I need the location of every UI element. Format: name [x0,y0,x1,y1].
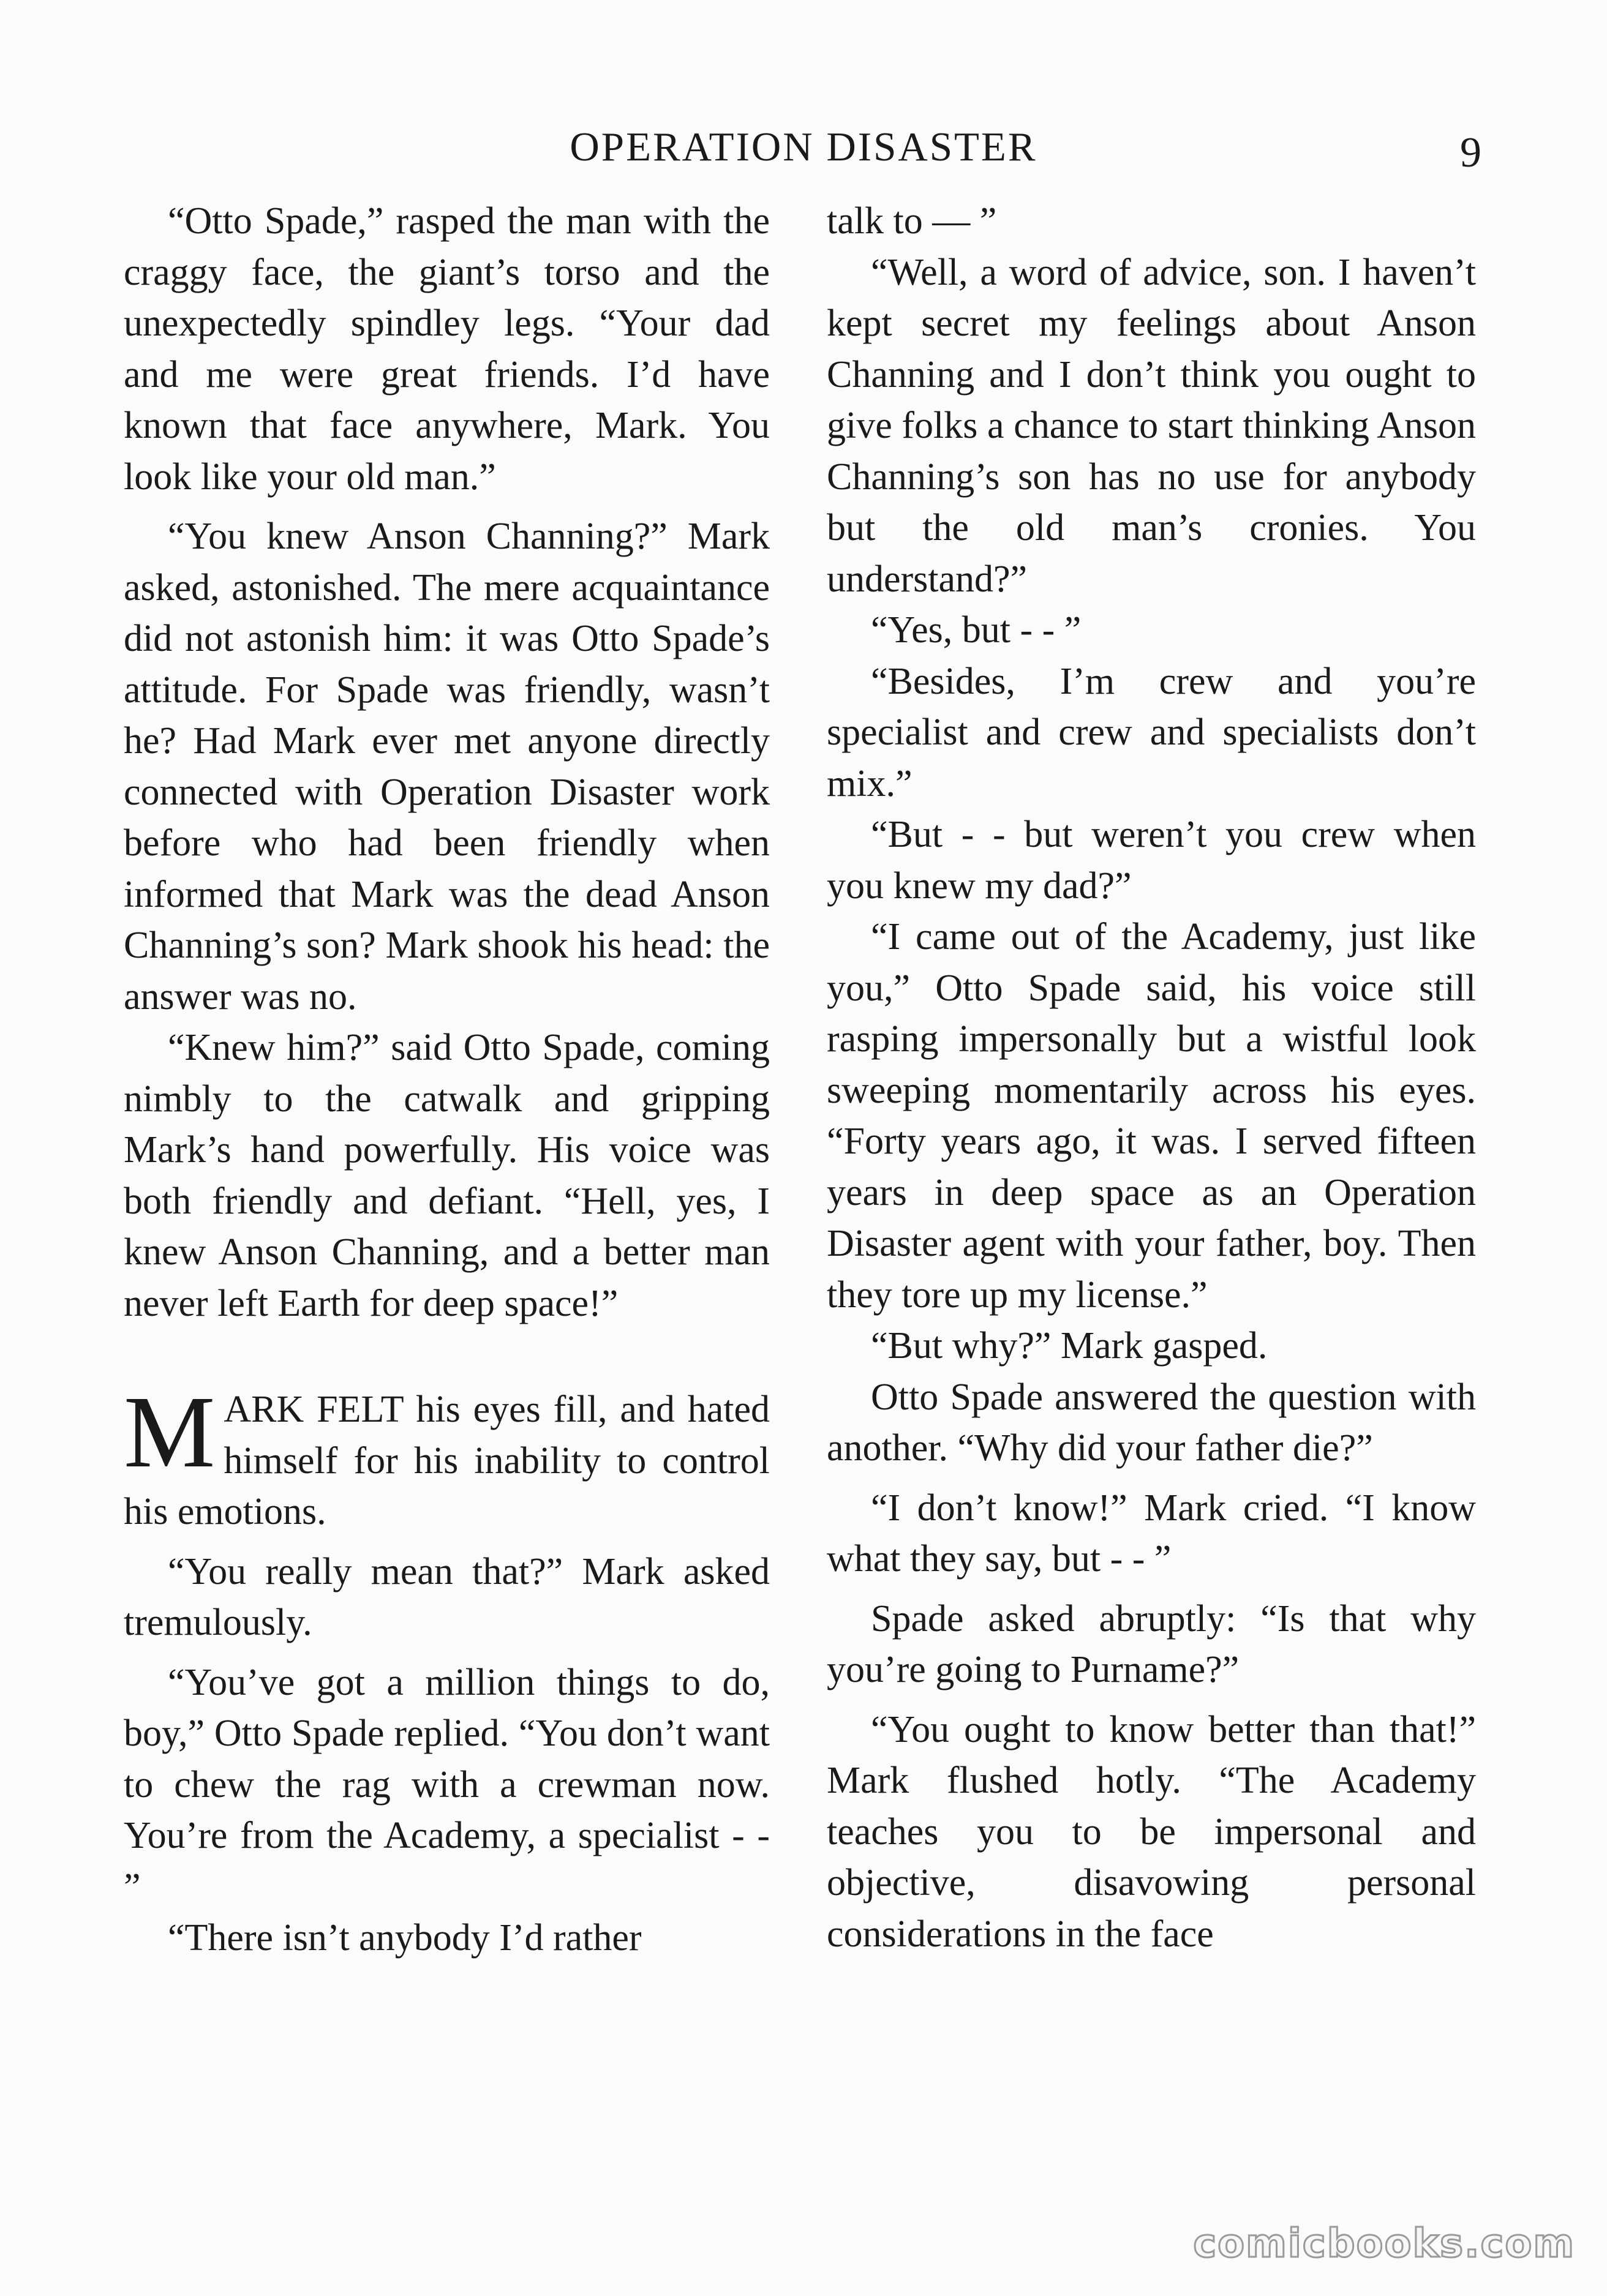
section-opening-paragraph [124,1375,770,1538]
left-column [124,196,770,1964]
paragraph: “Otto Spade,” rasped the man with the craggy face, the giant’s torso and the unexpectedly spindley legs. “Your dad and me were great friends. I’d have known that face anywhere, Mark. You look like your old man.” [124,200,770,498]
paragraph: “Knew him?” said Otto Spade, coming nimbly to the catwalk and gripping Mark’s hand powerfully. His voice was both friendly and defiant. “Hell, yes, I knew Anson Channing, and a better man never left Earth for deep space!” [124,1027,770,1324]
running-title: OPERATION DISASTER [570,124,1037,170]
paragraph: “Well, a word of advice, son. I haven’t kept secret my feelings about Anson Channing and I don’t think you ought to give folks a chance to start thinking Anson Channing’s son has no use for anybody but the old man’s cronies. You understand?” [827,251,1476,600]
paragraph: “You really mean that?” Mark asked tremulously. [124,1550,770,1643]
paragraph: “But - - but weren’t you crew when you knew my dad?” [827,814,1476,907]
paragraph: “You’ve got a million things to do, boy,” Otto Spade replied. “You don’t want to chew the rag with a crewman now. You’re from the Academy, a specialist - - ” [124,1661,770,1908]
paragraph: “I came out of the Academy, just like you,” Otto Spade said, his voice still rasping impersonally but a wistful look sweeping momentarily across his eyes. “Forty years ago, it was. I served fifteen years in deep space as an Operation Disaster agent with your father, boy. Then they tore up my license.” [827,916,1476,1316]
page-header [0,122,1607,176]
paragraph: “But why?” Mark gasped. [871,1325,1268,1367]
paragraph: “You ought to know better than that!” Mark flushed hotly. “The Academy teaches you to be impersonal and objective, disavowing personal considerations in the face [827,1708,1476,1955]
paragraph: “Besides, I’m crew and you’re specialist and crew and specialists don’t mix.” [827,660,1476,805]
paragraph-text: ARK FELT his eyes fill, and hated himself for his inability to control his emotions. [124,1389,770,1533]
paragraph: “Yes, but - - ” [871,609,1082,651]
paragraph: talk to — ” [827,200,997,242]
paragraph: “You knew Anson Channing?” Mark asked, astonished. The mere acquaintance did not astonish him: it was Otto Spade’s attitude. For Spade was friendly, wasn’t he? Had Mark ever met anyone directly connected with Operation Disaster work before who had been friendly when informed that Mark was the dead Anson Channing’s son? Mark shook his head: the answer was no. [124,516,770,1018]
right-column [827,196,1476,1960]
paragraph: “I don’t know!” Mark cried. “I know what they say, but - - ” [827,1487,1476,1580]
drop-cap: M [124,1375,216,1489]
paragraph: Spade asked abruptly: “Is that why you’re going to Purname?” [827,1597,1476,1690]
watermark: comicbooks.com [1193,2221,1575,2267]
page-number: 9 [1460,129,1481,176]
paragraph: “There isn’t anybody I’d rather [168,1917,642,1959]
paragraph: Otto Spade answered the question with another. “Why did your father die?” [827,1376,1476,1469]
